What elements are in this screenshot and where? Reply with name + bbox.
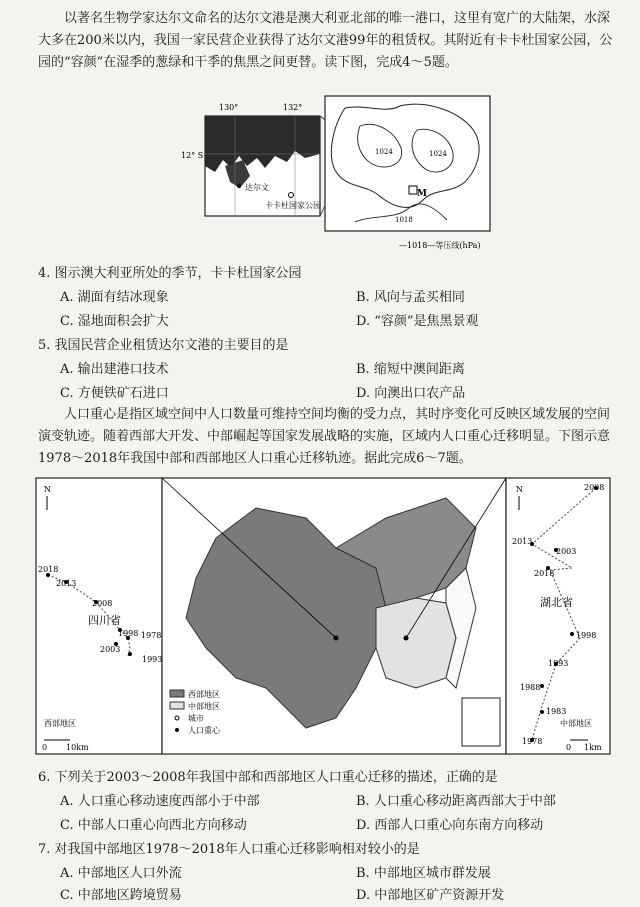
question-5-stem: 5. 我国民营企业租赁达尔文港的主要目的是 [38, 338, 289, 353]
question-7-stem: 7. 对我国中部地区1978～2018年人口重心迁移影响相对较小的是 [38, 842, 420, 857]
sichuan-label: 四川省 [88, 614, 121, 627]
intro-paragraph-2: 人口重心是指区域空间中人口数量可维持空间均衡的受力点，其时序变化可反映区域发展的空间演变轨迹。随着西部大开发、中部崛起等国家发展战略的实施，区域内人口重心迁移明显。下图示意1978～2018年我国中部和西部地区人口重心迁移轨迹。据此完成6～7题。 [38, 407, 611, 466]
q5-option-a: A. 输出建港口技术 [60, 362, 169, 377]
q4-option-b: B. 风向与孟买相同 [356, 290, 465, 305]
lat-label: 12° S [181, 151, 204, 160]
q5-option-b: B. 缩短中澳间距离 [356, 362, 465, 377]
lon-label-130: 130° [219, 103, 239, 112]
central-region-label: 中部地区 [560, 719, 592, 728]
darwin-map-figure [181, 96, 495, 256]
q4-option-c: C. 湿地面积会扩大 [60, 314, 169, 329]
west-year-2003: 2003 [100, 645, 121, 654]
q6-option-d: D. 西部人口重心向东南方向移动 [356, 818, 544, 833]
q6-option-c: C. 中部人口重心向西北方向移动 [60, 818, 247, 833]
legend-population-center: 人口重心 [188, 726, 220, 735]
central-year-2013: 2013 [512, 537, 533, 546]
question-4-stem: 4. 图示澳大利亚所处的季节，卡卡杜国家公园 [38, 266, 302, 281]
central-year-2008: 2008 [584, 483, 605, 492]
q5-option-c: C. 方便铁矿石进口 [60, 386, 169, 401]
legend-city: 城市 [188, 714, 204, 723]
q7-option-b: B. 中部地区城市群发展 [356, 866, 491, 881]
central-year-1983: 1983 [546, 707, 567, 716]
kakadu-label: 卡卡杜国家公园 [265, 201, 321, 210]
q7-option-a: A. 中部地区人口外流 [60, 866, 182, 881]
central-year-1988: 1988 [520, 683, 541, 692]
darwin-label: 达尔文 [245, 183, 269, 192]
q6-option-a: A. 人口重心移动速度西部小于中部 [60, 794, 260, 809]
intro-paragraph-1: 以著名生物学家达尔文命名的达尔文港是澳大利亚北部的唯一港口，这里有宽广的大陆架，水深大多在200米以内，我国一家民营企业获得了达尔文港99年的租赁权。其附近有卡卡杜国家公园，公园的“容颜”在湿季的葱绿和干季的焦黑之间更替。读下图，完成4～5题。 [38, 11, 613, 70]
west-year-2013: 2013 [56, 579, 77, 588]
central-scale-label: 1km [584, 743, 602, 752]
west-year-1998: 1998 [118, 629, 139, 638]
central-year-2018: 2018 [534, 569, 555, 578]
q6-option-b: B. 人口重心移动距离西部大于中部 [356, 794, 556, 809]
isobar-label-3: 1018 [395, 216, 413, 224]
q4-option-a: A. 湖面有结冰现象 [60, 290, 169, 305]
q7-option-d: D. 中部地区矿产资源开发 [356, 888, 505, 903]
isobar-label-1: 1024 [375, 148, 393, 156]
q5-option-d: D. 向澳出口农产品 [356, 386, 466, 401]
isobar-label-2: 1024 [429, 150, 447, 158]
north-arrow-left: N [44, 485, 51, 494]
q4-option-d: D. “容颜”是焦黑景观 [356, 314, 479, 329]
west-region-label: 西部地区 [44, 719, 76, 728]
population-center-figure [36, 478, 610, 756]
legend-west: 西部地区 [188, 690, 220, 699]
central-year-1978: 1978 [522, 737, 543, 746]
west-year-1993: 1993 [142, 655, 163, 664]
west-year-2008: 2008 [92, 599, 113, 608]
question-6-stem: 6. 下列关于2003～2008年我国中部和西部地区人口重心迁移的描述，正确的是 [38, 770, 498, 785]
q7-option-c: C. 中部地区跨境贸易 [60, 888, 182, 903]
north-arrow-right: N [516, 485, 523, 494]
hubei-label: 湖北省 [540, 596, 573, 609]
point-m-label: M [417, 189, 427, 199]
central-year-1993: 1993 [548, 659, 569, 668]
central-year-1998: 1998 [576, 631, 597, 640]
central-scale-zero: 0 [566, 743, 572, 752]
west-year-2018: 2018 [38, 565, 59, 574]
isobar-legend: —1018—等压线(hPa) [399, 241, 481, 250]
legend-central: 中部地区 [188, 702, 220, 711]
west-scale-label: 10km [66, 743, 89, 752]
west-scale-zero: 0 [42, 743, 48, 752]
west-year-1978: 1978 [141, 631, 162, 640]
lon-label-132: 132° [283, 103, 303, 112]
central-year-2003: 2003 [556, 547, 577, 556]
